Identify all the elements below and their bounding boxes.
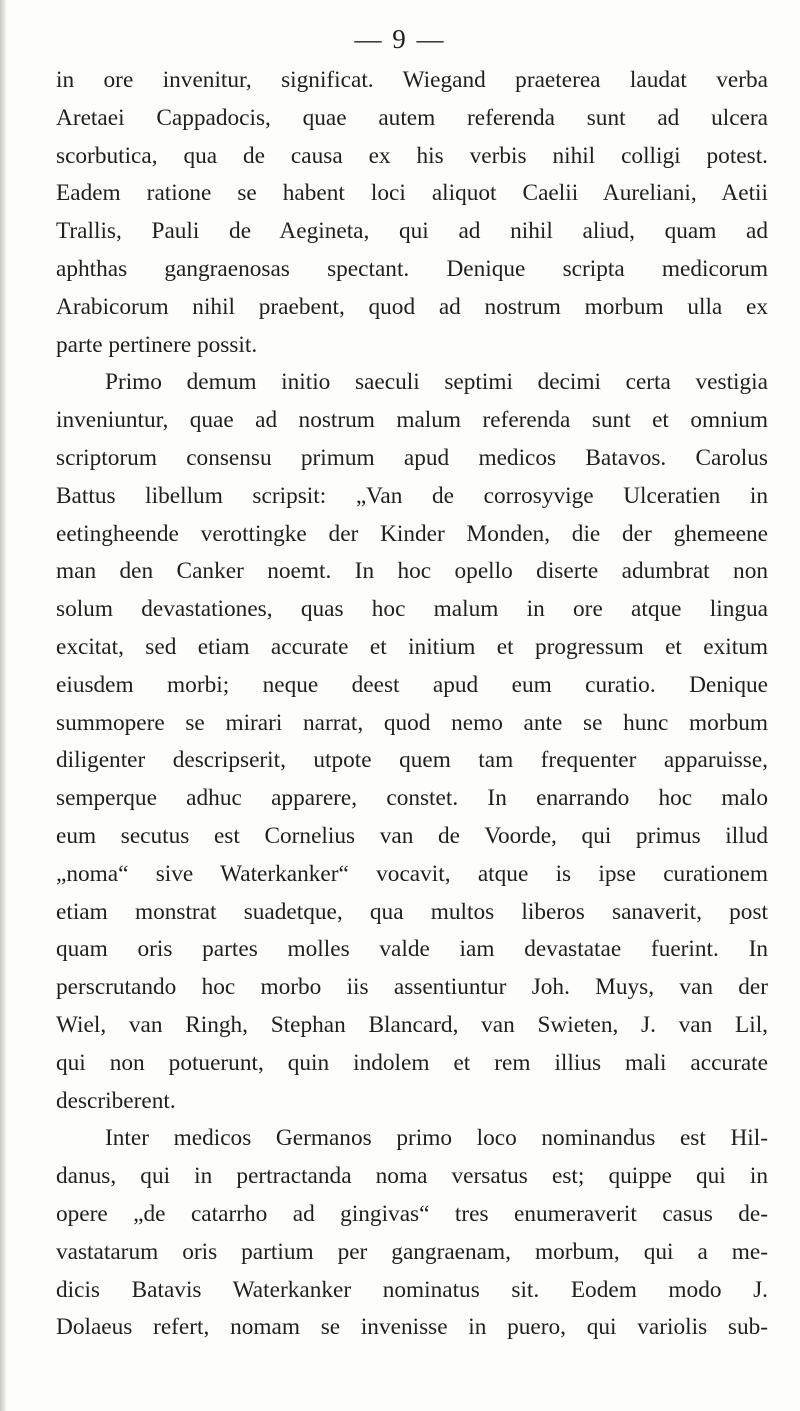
text-line: eum secutus est Cornelius van de Voorde, qui primus illud (56, 822, 768, 849)
text-line: aphthas gangraenosas spectant. Denique scripta medicorum (56, 255, 768, 282)
text-line: dicis Batavis Waterkanker nominatus sit. Eodem modo J. (56, 1276, 768, 1303)
text-line: Dolaeus refert, nomam se invenisse in puero, qui variolis sub- (56, 1314, 768, 1341)
text-line: Aretaei Cappadocis, quae autem referenda sunt ad ulcera (56, 104, 768, 131)
body-text (56, 62, 768, 1347)
text-line: in ore invenitur, significat. Wiegand praeterea laudat verba (56, 67, 768, 93)
text-line: „noma“ sive Waterkanker“ vocavit, atque is ipse curationem (56, 860, 768, 887)
text-line: opere „de catarrho ad gingivas“ tres enumeraverit casus de- (56, 1200, 768, 1227)
text-line: parte pertinere possit. (56, 331, 258, 358)
text-line: diligenter descripserit, utpote quem tam frequenter apparuisse, (56, 747, 768, 774)
text-line: etiam monstrat suadetque, qua multos liberos sanaverit, post (56, 898, 768, 925)
text-line: Primo demum initio saeculi septimi decimi certa vestigia (105, 369, 768, 396)
text-line: eiusdem morbi; neque deest apud eum curatio. Denique (56, 671, 768, 698)
text-line: Trallis, Pauli de Aegineta, qui ad nihil aliud, quam ad (56, 218, 768, 245)
text-line: eetingheende verottingke der Kinder Monden, die der ghemeene (56, 520, 768, 547)
text-line: summopere se mirari narrat, quod nemo ante se hunc morbum (56, 709, 768, 736)
page-binding-edge (0, 0, 6, 1411)
text-line: Arabicorum nihil praebent, quod ad nostrum morbum ulla ex (56, 293, 768, 320)
text-line: semperque adhuc apparere, constet. In enarrando hoc malo (56, 785, 768, 812)
text-line: scorbutica, qua de causa ex his verbis nihil colligi potest. (56, 142, 768, 169)
text-line: Battus libellum scripsit: „Van de corrosyvige Ulceratien in (56, 482, 768, 509)
page-number: — 9 — (354, 24, 446, 54)
text-line: quam oris partes molles valde iam devastatae fuerint. In (56, 936, 768, 963)
text-line: perscrutando hoc morbo iis assentiuntur Joh. Muys, van der (56, 974, 768, 1001)
text-line: describerent. (56, 1087, 176, 1114)
text-line: Wiel, van Ringh, Stephan Blancard, van Swieten, J. van Lil, (56, 1011, 768, 1038)
text-line: danus, qui in pertractanda noma versatus est; quippe qui in (56, 1163, 768, 1190)
text-line: excitat, sed etiam accurate et initium et progressum et exitum (56, 633, 768, 660)
text-line: solum devastationes, quas hoc malum in ore atque lingua (56, 596, 768, 623)
text-line: scriptorum consensu primum apud medicos Batavos. Carolus (56, 444, 768, 471)
text-line: man den Canker noemt. In hoc opello diserte adumbrat non (56, 558, 768, 585)
text-line: qui non potuerunt, quin indolem et rem illius mali accurate (56, 1049, 768, 1076)
text-line: Inter medicos Germanos primo loco nominandus est Hil- (105, 1125, 768, 1152)
text-line: Eadem ratione se habent loci aliquot Caelii Aureliani, Aetii (56, 180, 768, 207)
text-line: vastatarum oris partium per gangraenam, morbum, qui a me- (56, 1238, 768, 1265)
text-line: inveniuntur, quae ad nostrum malum referenda sunt et omnium (56, 407, 768, 434)
